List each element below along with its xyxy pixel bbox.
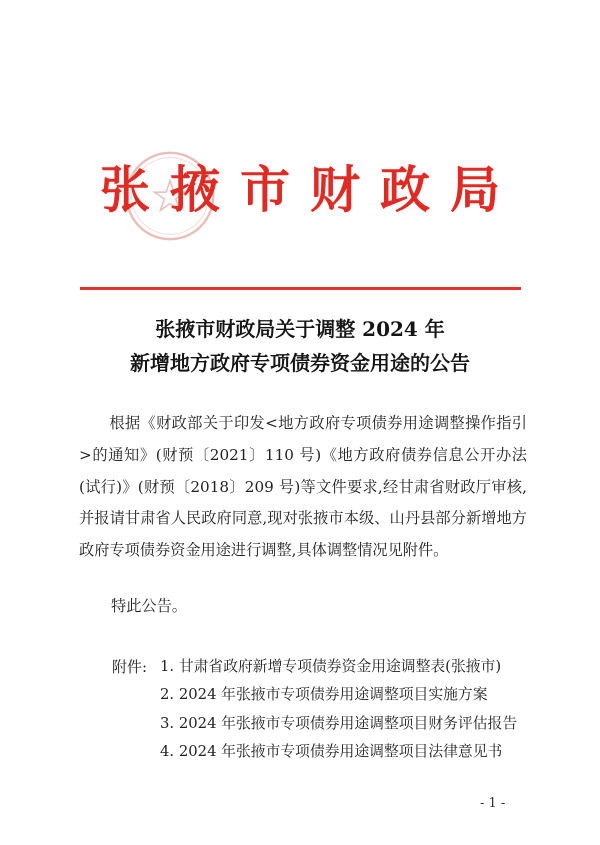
notice-title-line-1: 张掖市财政局关于调整 2024 年 bbox=[155, 317, 445, 341]
attachment-item: 2. 2024 年张掖市专项债券用途调整项目实施方案 bbox=[160, 686, 488, 704]
attachment-item: 1. 甘肃省政府新增专项债券资金用途调整表(张掖市) bbox=[160, 658, 502, 675]
attachment-item: 3. 2024 年张掖市专项债券用途调整项目财务评估报告 bbox=[160, 714, 518, 732]
letterhead-red-rule bbox=[80, 287, 521, 290]
notice-title-line-2: 新增地方政府专项债券资金用途的公告 bbox=[130, 351, 470, 375]
notice-closing: 特此公告。 bbox=[111, 597, 187, 615]
attachments-label: 附件: bbox=[112, 658, 148, 676]
notice-body-paragraph: 根据《财政部关于印发<地方政府专项债券用途调整操作指引>的通知》(财预〔2021〕110 号)《地方政府债券信息公开办法(试行)》(财预〔2018〕209 号)等文件要求,经甘肃省财政厅审核,并报请甘肃省人民政府同意,现对张掖市本级、山丹县部分新增地方政府专项债券资金用途进行调整,具体调整情况见附件。 bbox=[79, 414, 527, 560]
attachment-item: 4. 2024 年张掖市专项债券用途调整项目法律意见书 bbox=[160, 742, 503, 760]
letterhead-org-name: 张掖市财政局 bbox=[100, 160, 520, 219]
attachments-list bbox=[160, 656, 540, 769]
page-number: - 1 - bbox=[480, 796, 506, 811]
